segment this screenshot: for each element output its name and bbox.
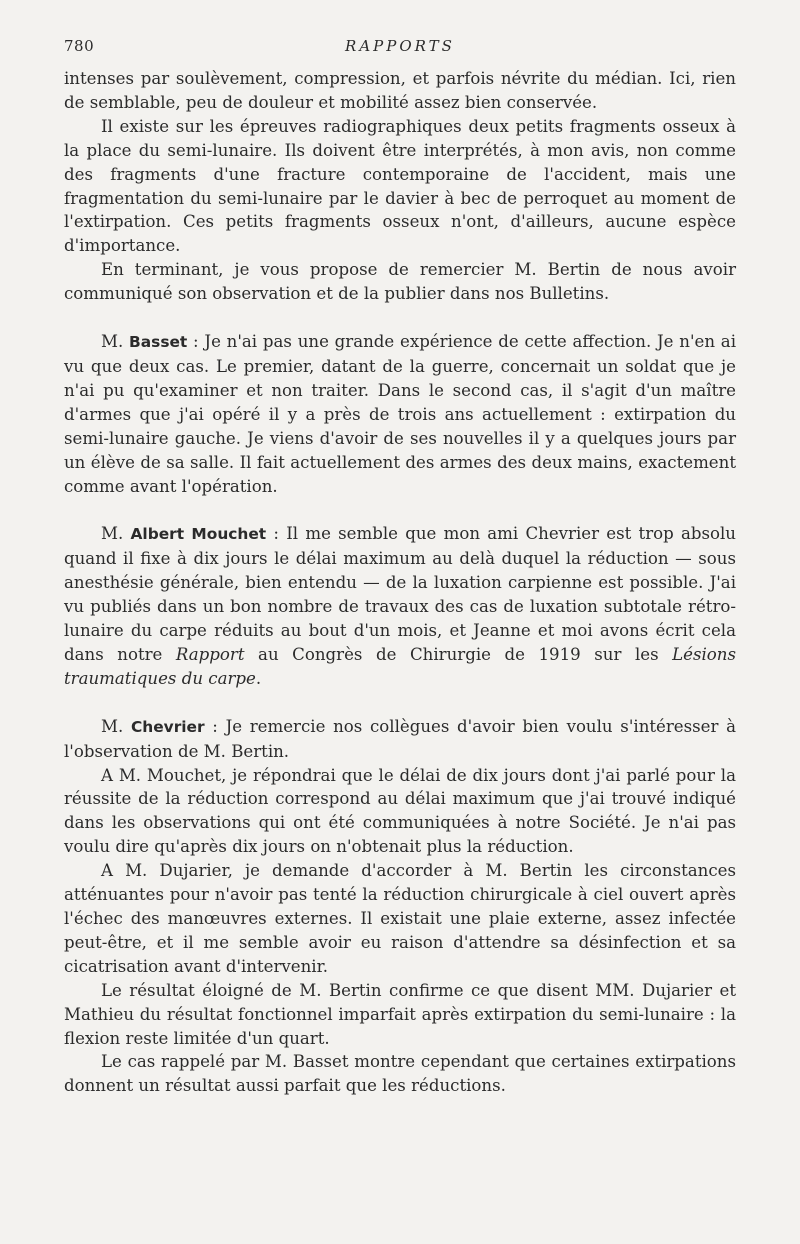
paragraph-result: Le résultat éloigné de M. Bertin confirme ce que disent MM. Dujarier et Mathieu du résultat fonctionnel imparfait après extirpation du semi-lunaire : la flexion reste limitée d'un quart. bbox=[64, 980, 736, 1048]
speech-text: : Je remercie nos collègues d'avoir bien voulu s'intéresser à l'observation de M. Bertin. bbox=[64, 716, 736, 761]
paragraph-basset bbox=[64, 330, 736, 498]
speech-text: : Je n'ai pas une grande expérience de cette affection. Je n'en ai vu que deux cas. Le premier, datant de la guerre, concernait un soldat que je n'ai pu qu'examiner et non traiter. Dans le second cas, il s'agit d'un maître d'armes que j'ai opéré il y a près de trois ans actuellement : extirpation du semi-lunaire gauche. Je viens d'avoir de ses nouvelles il y a quelques jours par un élève de sa salle. Il fait actuellement des armes des deux mains, exactement comme avant l'opération. bbox=[64, 332, 736, 496]
speech-text: . bbox=[255, 668, 262, 688]
speaker-prefix: M. bbox=[101, 716, 131, 736]
speaker-prefix: M. bbox=[101, 332, 130, 352]
paragraph-reply-dujarier: A M. Dujarier, je demande d'accorder à M. Bertin les circonstances atténuantes pour n'avoir pas tenté la réduction chirurgicale à ciel ouvert après l'échec des manœuvres externes. Il existait une plaie externe, assez infectée peut-être, et il me semble avoir eu raison d'attendre sa désinfection et sa cicatrisation avant d'intervenir. bbox=[64, 861, 736, 976]
italic-rapport: Rapport bbox=[175, 644, 245, 664]
paragraph-reply-mouchet: A M. Mouchet, je répondrai que le délai de dix jours dont j'ai parlé pour la réussite de la réduction correspond au délai maximum que j'ai trouvé indiqué dans les observations qui ont été communiquées à notre Société. Je n'ai pas voulu dire qu'après dix jours on n'obtenait plus la réduction. bbox=[64, 765, 736, 857]
speaker-name-mouchet: Albert Mouchet bbox=[130, 525, 267, 544]
page-number: 780 bbox=[64, 37, 95, 55]
speaker-name-basset: Basset bbox=[129, 333, 188, 352]
italic-work-title: Lésions traumatiques du carpe bbox=[64, 644, 736, 688]
speaker-name-chevrier: Chevrier bbox=[130, 717, 205, 736]
paragraph-chevrier bbox=[64, 715, 736, 764]
speech-text: : Il me semble que mon ami Chevrier est trop absolu quand il fixe à dix jours le délai maximum au delà duquel la réduction — sous anesthésie générale, bien entendu — de la luxation carpienne est possible. J'ai vu publiés dans un bon nombre de travaux des cas de luxation subtotale rétro-lunaire du carpe réduits au bout d'un mois, et Jeanne et moi avons écrit cela dans notre bbox=[64, 524, 736, 664]
paragraph-radiographs: Il existe sur les épreuves radiographiques deux petits fragments osseux à la place du semi-lunaire. Ils doivent être interprétés, à mon avis, non comme des fragments d'une fracture contemporaine de l'accident, mais une fragmentation du semi-lunaire par le davier à bec de perroquet au moment de l'extirpation. Ces petits fragments osseux n'ont, d'ailleurs, aucune espèce d'importance. bbox=[64, 116, 736, 256]
page-header bbox=[64, 37, 736, 57]
running-title: RAPPORTS bbox=[345, 37, 455, 55]
body-text bbox=[64, 67, 736, 1098]
paragraph-continuation: intenses par soulèvement, compression, et parfois névrite du médian. Ici, rien de semblable, peu de douleur et mobilité assez bien conservée. bbox=[64, 69, 736, 112]
paragraph-conclusion: En terminant, je vous propose de remercier M. Bertin de nous avoir communiqué son observation et de la publier dans nos Bulletins. bbox=[64, 260, 736, 304]
speech-text: au Congrès de Chirurgie de 1919 sur les bbox=[244, 644, 673, 664]
paragraph-mouchet bbox=[64, 522, 736, 690]
paragraph-basset-case: Le cas rappelé par M. Basset montre cependant que certaines extirpations donnent un résultat aussi parfait que les réductions. bbox=[64, 1052, 736, 1096]
speaker-prefix: M. bbox=[101, 524, 131, 544]
